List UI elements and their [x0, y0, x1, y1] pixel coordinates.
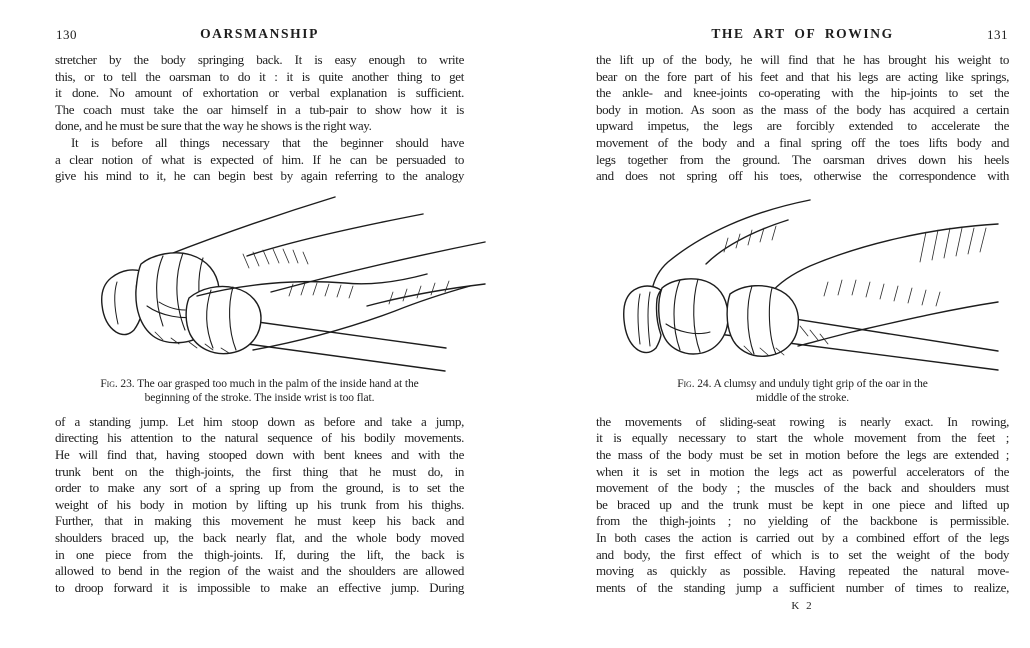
text-line: movement of the body and a final spring off the toes lifts body and: [596, 134, 1009, 150]
text-line: It is before all things necessary that the beginner should have: [71, 134, 464, 150]
text-line: moving as quickly as possible. Having repeated the natural move-: [596, 563, 1009, 579]
text-line: The coach must take the oar himself in a tub-pair to show how it is: [55, 101, 464, 117]
left-bottom-paragraphs: [55, 414, 464, 597]
text-line: it is equally necessary to start the whole movement from the feet ;: [596, 430, 1009, 446]
text-line: upward impetus, the legs are forcibly extended to accelerate the: [596, 118, 1009, 134]
caption-text: A clumsy and unduly tight grip of the oar in the: [713, 377, 928, 390]
text-line: body in motion. As soon as the mass of the body has acquired a certain: [596, 101, 1009, 117]
caption-line-2: beginning of the stroke. The inside wrist is too flat.: [144, 392, 375, 405]
figure-24-caption: [596, 377, 1009, 406]
text-line: the ankle- and knee-joints co-operating with the hip-joints to set the: [596, 85, 1009, 101]
right-running-head-row: [596, 26, 1009, 52]
right-running-title: THE ART OF ROWING: [711, 26, 894, 41]
right-bottom-paragraphs: [596, 414, 1009, 597]
left-top-paragraphs: [55, 52, 464, 185]
left-running-head-row: [55, 26, 464, 52]
right-top-paragraphs: [596, 52, 1009, 185]
text-line: stretcher by the body springing back. It is easy enough to write: [55, 52, 464, 67]
text-line: shoulders braced up, the back nearly flat, and the whole body moved: [55, 529, 464, 545]
text-line: He will find that, having stooped down with bent knees and with the: [55, 446, 464, 462]
text-line: trunk bent on the thigh-joints, the first thing that he must do, in: [55, 463, 464, 479]
text-line: and does not spring off his toes, otherwise the correspondence with: [596, 168, 1009, 184]
text-line: the lift up of the body, he will find that he has brought his weight to: [596, 52, 1009, 67]
text-line: from the thigh-joints ; no yielding of the backbone is permissible.: [596, 513, 1009, 529]
right-page-number: 131: [987, 27, 1008, 42]
text-line: give his mind to it, he can begin best by again referring to the analogy: [55, 168, 464, 184]
left-page: [55, 26, 464, 596]
figure-23-caption: [55, 377, 464, 406]
right-page: [596, 26, 1009, 612]
text-line: when it is set in motion the legs act as powerful accelerators of the: [596, 463, 1009, 479]
text-line: this, or to tell the oarsman to do it : it is quite another thing to get: [55, 68, 464, 84]
text-line: the movements of sliding-seat rowing is nearly exact. In rowing,: [596, 413, 1009, 429]
text-line: directing his attention to the natural sequence of his bodily movements.: [55, 430, 464, 446]
left-running-title: OARSMANSHIP: [200, 26, 319, 41]
text-line: it done. No amount of exhortation or verbal explanation is sufficient.: [55, 85, 464, 101]
text-line: to droop forward it is impossible to make an effective jump. During: [55, 579, 464, 595]
caption-line-1: [596, 377, 1009, 392]
text-line: a clear notion of what is expected of him. If he can be persuaded to: [55, 151, 464, 167]
text-line: legs together from the ground. The oarsman drives down his heels: [596, 151, 1009, 167]
caption-text: The oar grasped too much in the palm of the inside hand at the: [137, 377, 419, 390]
text-line: allowed to bend in the region of the waist and the shoulders are allowed: [55, 563, 464, 579]
left-page-number: 130: [56, 27, 77, 42]
text-line: in one piece from the thigh-joints. If, during the lift, the back is: [55, 546, 464, 562]
figure-24-label: Fig. 24.: [677, 377, 712, 390]
text-line: In both cases the action is carried out by a combined effort of the legs: [596, 529, 1009, 545]
text-line: ments of the standing jump a sufficient number of times to realize,: [596, 579, 1009, 595]
figure-23: [93, 192, 488, 372]
text-line: done, and he must be sure that the way he shows is the right way.: [55, 118, 372, 134]
text-line: of a standing jump. Let him stoop down as before and take a jump,: [55, 413, 464, 429]
printers-signature-mark: K 2: [791, 600, 814, 613]
oar-grip-illustration-fig24: [610, 198, 1000, 372]
text-line: be braced up and the trunk must be kept in one piece and lifted up: [596, 496, 1009, 512]
figure-24: [610, 198, 1000, 372]
text-line: and body, the first effect of which is to set the weight of the body: [596, 546, 1009, 562]
text-line: bear on the fore part of his feet and that his legs are acting like springs,: [596, 68, 1009, 84]
oar-grip-illustration-fig23: [93, 192, 488, 372]
caption-line-2: middle of the stroke.: [755, 392, 850, 405]
text-line: Further, that in making this movement he must keep his back and: [55, 513, 464, 529]
figure-23-label: Fig. 23.: [100, 377, 135, 390]
text-line: the mass of the body must be set in motion before the legs are extended ;: [596, 446, 1009, 462]
text-line: weight of his body in motion by lifting up his trunk from his thighs.: [55, 496, 464, 512]
caption-line-1: [55, 377, 464, 392]
text-line: movement of the body ; the muscles of the back and shoulders must: [596, 480, 1009, 496]
text-line: order to make any sort of a spring up from the ground, is to set the: [55, 480, 464, 496]
